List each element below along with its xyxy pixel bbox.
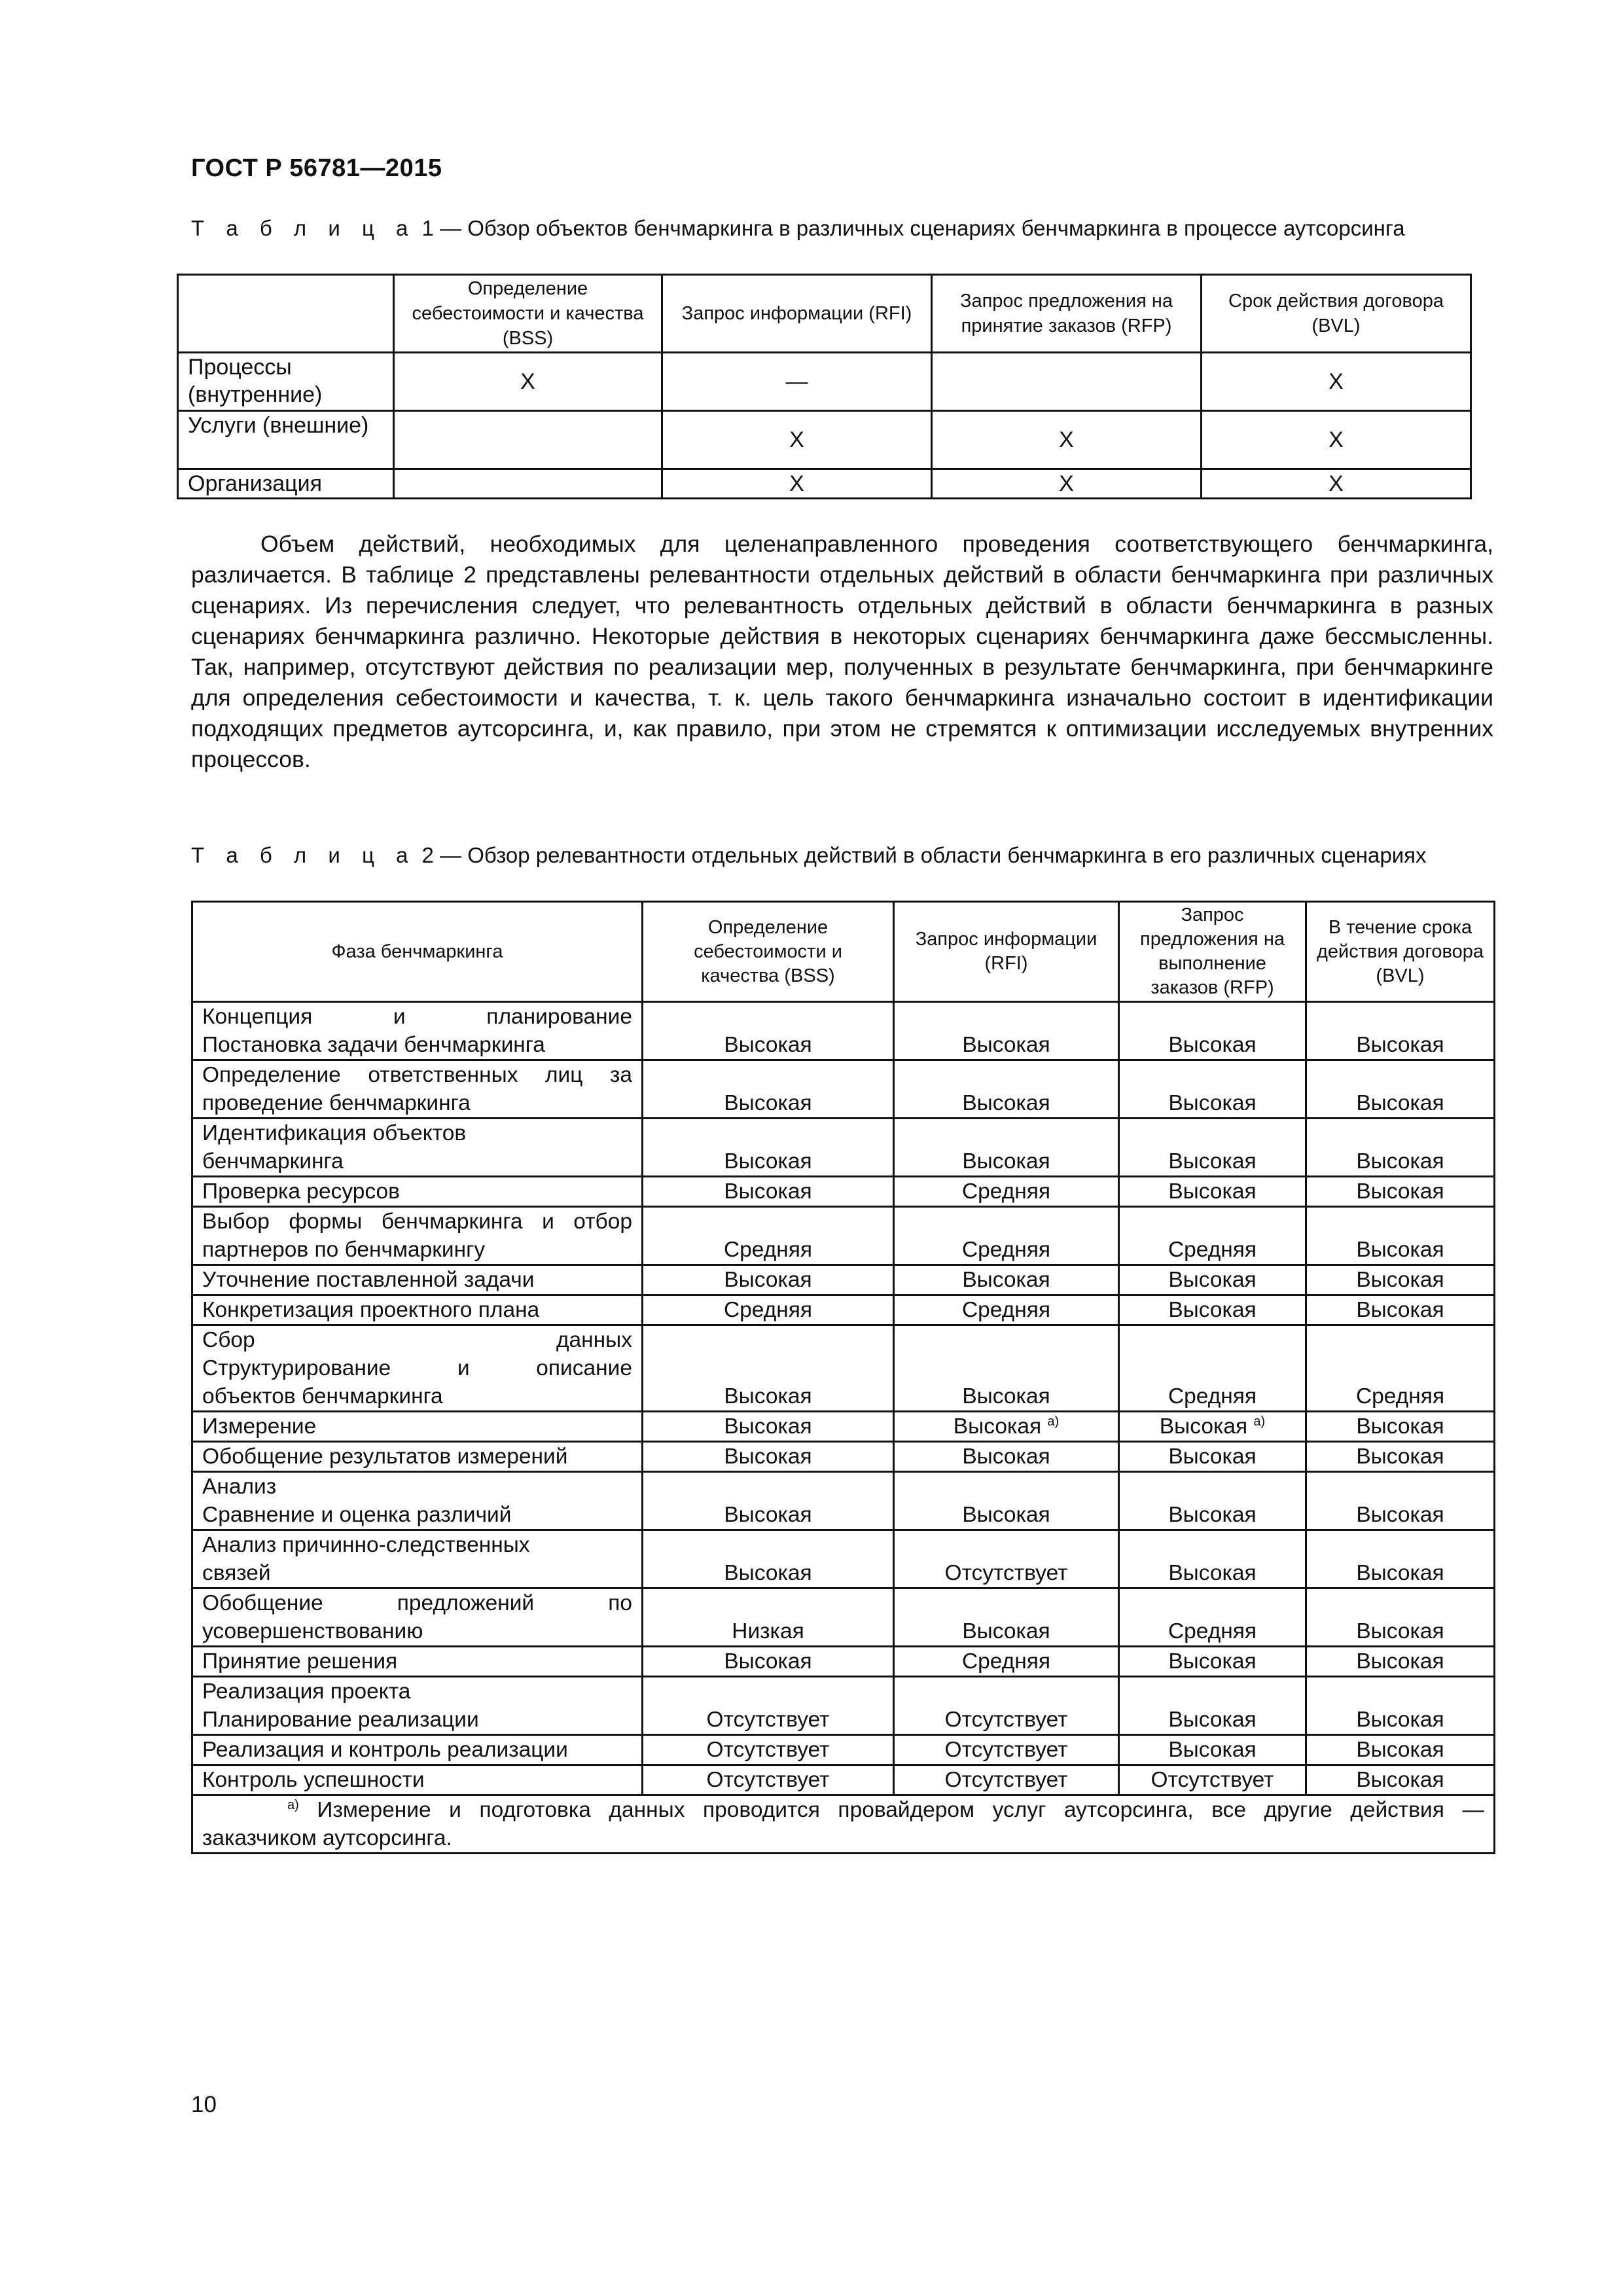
relevance-cell <box>894 1735 1119 1765</box>
table-benchmarking-objects <box>177 274 1472 499</box>
relevance-cell <box>1306 1442 1495 1472</box>
table-row <box>192 1265 1495 1295</box>
table2-header-row <box>192 902 1495 1002</box>
footnote-text-continued: заказчиком аутсорсинга. <box>202 1826 452 1850</box>
relevance-cell <box>643 1735 894 1765</box>
document-header: ГОСТ Р 56781—2015 <box>191 154 442 182</box>
footnote-mark: а) <box>1047 1414 1060 1429</box>
relevance-value: Высокая <box>724 1179 812 1204</box>
relevance-cell <box>1119 1177 1306 1207</box>
phase-label <box>192 1177 643 1207</box>
relevance-value: Высокая <box>962 1503 1050 1527</box>
phase-label-line: Определение ответственных лиц за <box>202 1063 632 1087</box>
phase-label <box>192 1530 643 1588</box>
phase-label <box>192 1325 643 1412</box>
table-row <box>192 1002 1495 1060</box>
relevance-cell <box>643 1119 894 1177</box>
page-number: 10 <box>191 2092 217 2117</box>
relevance-value: Средняя <box>961 1238 1051 1262</box>
relevance-value: Высокая <box>724 1033 812 1057</box>
relevance-value: Отсутствует <box>944 1561 1068 1585</box>
phase-label <box>192 1119 643 1177</box>
relevance-cell <box>894 1412 1119 1442</box>
phase-label <box>192 1265 643 1295</box>
phase-label <box>192 1735 643 1765</box>
phase-label-line: Обобщение результатов измерений <box>202 1444 568 1469</box>
relevance-cell <box>1306 1060 1495 1119</box>
relevance-value: Высокая <box>1356 1561 1444 1585</box>
table2-header-cell: Запрос информации (RFI) <box>894 902 1119 1002</box>
relevance-value: Высокая <box>1168 1708 1257 1732</box>
relevance-value: Высокая <box>953 1414 1042 1439</box>
table1-header-row <box>178 275 1471 353</box>
relevance-cell <box>643 1177 894 1207</box>
relevance-cell <box>1119 1735 1306 1765</box>
phase-label-line: Идентификация объектов <box>202 1121 467 1145</box>
relevance-cell <box>894 1295 1119 1325</box>
phase-label <box>192 1060 643 1119</box>
relevance-value: Высокая <box>1168 1503 1257 1527</box>
table-cell <box>932 353 1202 411</box>
relevance-cell <box>643 1588 894 1647</box>
relevance-value: Высокая <box>724 1268 812 1292</box>
relevance-cell <box>643 1472 894 1530</box>
relevance-cell <box>1306 1472 1495 1530</box>
table-row <box>192 1177 1495 1207</box>
table1-header-cell: Запрос информации (RFI) <box>662 275 932 353</box>
relevance-value: Высокая <box>1168 1649 1257 1674</box>
table-row <box>192 1735 1495 1765</box>
relevance-value: Высокая <box>724 1384 812 1408</box>
relevance-value: Высокая <box>1168 1561 1257 1585</box>
relevance-cell <box>894 1588 1119 1647</box>
phase-label-line: связей <box>202 1561 271 1585</box>
table2-caption-label: Т а б л и ц а <box>191 843 416 867</box>
relevance-value: Высокая <box>724 1561 812 1585</box>
table-cell: X <box>662 411 932 469</box>
relevance-cell <box>1306 1295 1495 1325</box>
relevance-value: Высокая <box>1168 1033 1257 1057</box>
relevance-value: Высокая <box>1356 1708 1444 1732</box>
relevance-cell <box>1119 1119 1306 1177</box>
relevance-cell <box>1119 1060 1306 1119</box>
phase-label-line: Реализация проекта <box>202 1679 411 1704</box>
phase-label-line: бенчмаркинга <box>202 1149 344 1174</box>
table-row <box>178 469 1471 499</box>
footnote-mark: а) <box>287 1797 299 1812</box>
relevance-value: Высокая <box>1168 1444 1257 1469</box>
table-cell: X <box>394 353 662 411</box>
phase-label <box>192 1647 643 1677</box>
relevance-value: Высокая <box>962 1384 1050 1408</box>
table1-caption-text: 1 — Обзор объектов бенчмаркинга в различных сценариях бенчмаркинга в процессе аутсорсинга <box>416 216 1405 240</box>
relevance-value: Высокая <box>1356 1649 1444 1674</box>
phase-label <box>192 1677 643 1735</box>
table-row <box>192 1677 1495 1735</box>
table-benchmarking-relevance <box>191 901 1495 1854</box>
table-cell: X <box>1202 469 1471 499</box>
relevance-cell <box>1119 1412 1306 1442</box>
relevance-value: Низкая <box>732 1619 804 1643</box>
phase-label-line: Планирование реализации <box>202 1708 479 1732</box>
table1-header-cell: Запрос предложения на принятие заказов (RFP) <box>932 275 1202 353</box>
phase-label <box>192 1002 643 1060</box>
table2-header-cell: Фаза бенчмаркинга <box>192 902 643 1002</box>
relevance-cell <box>1306 1177 1495 1207</box>
relevance-value: Высокая <box>962 1149 1050 1174</box>
relevance-value: Высокая <box>1356 1444 1444 1469</box>
phase-label-line: Конкретизация проектного плана <box>202 1298 540 1322</box>
phase-label-line: Выбор формы бенчмаркинга и отбор <box>202 1210 632 1234</box>
relevance-value: Высокая <box>962 1444 1050 1469</box>
table-cell <box>394 411 662 469</box>
phase-label-line: Уточнение поставленной задачи <box>202 1268 535 1292</box>
relevance-cell <box>643 1060 894 1119</box>
relevance-value: Средняя <box>961 1179 1051 1204</box>
table-cell: X <box>662 469 932 499</box>
table-row <box>192 1295 1495 1325</box>
table-row <box>192 1442 1495 1472</box>
relevance-cell <box>894 1002 1119 1060</box>
table-row <box>192 1588 1495 1647</box>
relevance-cell <box>1119 1442 1306 1472</box>
relevance-cell <box>1306 1765 1495 1795</box>
table1-caption-label: Т а б л и ц а <box>191 216 416 240</box>
relevance-value: Средняя <box>723 1238 813 1262</box>
relevance-value: Средняя <box>961 1298 1051 1322</box>
relevance-cell <box>1306 1002 1495 1060</box>
phase-label-line: Принятие решения <box>202 1649 398 1674</box>
relevance-value: Средняя <box>961 1649 1051 1674</box>
table-cell: X <box>1202 353 1471 411</box>
relevance-cell <box>894 1325 1119 1412</box>
table-cell: X <box>1202 411 1471 469</box>
relevance-cell <box>1306 1207 1495 1265</box>
relevance-value: Отсутствует <box>944 1768 1068 1792</box>
phase-label <box>192 1442 643 1472</box>
table-footnote <box>192 1795 1495 1854</box>
phase-label-line: Анализ причинно-следственных <box>202 1533 530 1557</box>
table2-footnote-row <box>192 1795 1495 1854</box>
relevance-value: Высокая <box>1356 1414 1444 1439</box>
table-row <box>192 1207 1495 1265</box>
phase-label-line: Контроль успешности <box>202 1768 425 1792</box>
relevance-value: Высокая <box>724 1503 812 1527</box>
table-row <box>192 1530 1495 1588</box>
relevance-value: Высокая <box>1356 1238 1444 1262</box>
phase-label-line: проведение бенчмаркинга <box>202 1091 471 1115</box>
relevance-cell <box>894 1442 1119 1472</box>
phase-label-line: Структурирование и описание <box>202 1356 632 1380</box>
relevance-cell <box>1306 1588 1495 1647</box>
relevance-value: Отсутствует <box>706 1738 830 1762</box>
phase-label-line: партнеров по бенчмаркингу <box>202 1238 486 1262</box>
table1-header-cell: Срок действия договора (BVL) <box>1202 275 1471 353</box>
relevance-cell <box>894 1530 1119 1588</box>
table-row <box>192 1060 1495 1119</box>
phase-label-line: Реализация и контроль реализации <box>202 1738 568 1762</box>
table-row <box>178 411 1471 469</box>
relevance-cell <box>1119 1325 1306 1412</box>
relevance-cell <box>894 1647 1119 1677</box>
relevance-value: Отсутствует <box>944 1738 1068 1762</box>
relevance-value: Средняя <box>1355 1384 1445 1408</box>
relevance-cell <box>643 1412 894 1442</box>
relevance-value: Высокая <box>1168 1268 1257 1292</box>
table2-header-cell: Определение себестоимости и качества (BSS) <box>643 902 894 1002</box>
table-cell <box>394 469 662 499</box>
relevance-cell <box>1119 1647 1306 1677</box>
relevance-value: Высокая <box>1356 1298 1444 1322</box>
relevance-value: Высокая <box>1168 1091 1257 1115</box>
relevance-cell <box>1306 1119 1495 1177</box>
relevance-cell <box>1119 1207 1306 1265</box>
body-paragraph <box>191 529 1493 775</box>
table-cell: — <box>662 353 932 411</box>
relevance-cell <box>1306 1647 1495 1677</box>
relevance-cell <box>894 1177 1119 1207</box>
table1-header-cell: Определение себестоимости и качества (BSS) <box>394 275 662 353</box>
table2-caption <box>191 843 1427 868</box>
relevance-cell <box>643 1647 894 1677</box>
table1-row-label: Организация <box>178 469 394 499</box>
relevance-value: Высокая <box>724 1414 812 1439</box>
relevance-cell <box>643 1442 894 1472</box>
relevance-cell <box>1306 1325 1495 1412</box>
table2-header-cell: В течение срока действия договора (BVL) <box>1306 902 1495 1002</box>
relevance-cell <box>1119 1765 1306 1795</box>
relevance-value: Высокая <box>1356 1033 1444 1057</box>
relevance-value: Высокая <box>962 1268 1050 1292</box>
table-row <box>178 353 1471 411</box>
relevance-value: Высокая <box>962 1033 1050 1057</box>
relevance-cell <box>643 1265 894 1295</box>
relevance-value: Высокая <box>1168 1149 1257 1174</box>
relevance-value: Высокая <box>1356 1768 1444 1792</box>
relevance-value: Высокая <box>724 1149 812 1174</box>
relevance-cell <box>643 1295 894 1325</box>
relevance-value: Высокая <box>962 1091 1050 1115</box>
phase-label <box>192 1472 643 1530</box>
relevance-cell <box>894 1119 1119 1177</box>
phase-label-line: Постановка задачи бенчмаркинга <box>202 1033 545 1057</box>
relevance-value: Средняя <box>1168 1384 1257 1408</box>
relevance-cell <box>894 1765 1119 1795</box>
relevance-cell <box>1306 1530 1495 1588</box>
relevance-value: Высокая <box>1356 1091 1444 1115</box>
relevance-value: Высокая <box>1356 1268 1444 1292</box>
phase-label-line: Обобщение предложений по <box>202 1591 632 1615</box>
relevance-value: Высокая <box>724 1444 812 1469</box>
relevance-cell <box>643 1765 894 1795</box>
relevance-value: Высокая <box>1168 1738 1257 1762</box>
relevance-value: Высокая <box>1168 1298 1257 1322</box>
paragraph-text: Объем действий, необходимых для целенаправленного проведения соответствующего бенчмаркинга, различается. В таблице 2 представлены релевантности отдельных действий в области бенчмаркинга при различных сценариях. Из перечисления следует, что релевантность отдельных действий в области бенчмаркинга в разных сценариях бенчмаркинга различно. Некоторые действия в некоторых сценариях бенчмаркинга даже бессмысленны. Так, например, отсутствуют действия по реализации мер, полученных в результате бенчмаркинга, при бенчмаркинге для определения себестоимости и качества, т. к. цель такого бенчмаркинга изначально состоит в идентификации подходящих предметов аутсорсинга, и, как правило, при этом не стремятся к оптимизации исследуемых внутренних процессов. <box>191 531 1493 772</box>
phase-label-line: усовершенствованию <box>202 1619 423 1643</box>
footnote-mark: а) <box>1253 1414 1266 1429</box>
table-row <box>192 1472 1495 1530</box>
table-row <box>192 1647 1495 1677</box>
relevance-cell <box>1119 1002 1306 1060</box>
table-cell: X <box>932 411 1202 469</box>
phase-label-line: Сбор данных <box>202 1328 632 1352</box>
table-row <box>192 1765 1495 1795</box>
relevance-value: Высокая <box>962 1619 1050 1643</box>
relevance-value: Средняя <box>1168 1619 1257 1643</box>
relevance-cell <box>1119 1530 1306 1588</box>
relevance-cell <box>1119 1265 1306 1295</box>
relevance-value: Высокая <box>1356 1149 1444 1174</box>
phase-label-line: объектов бенчмаркинга <box>202 1384 443 1408</box>
relevance-cell <box>1119 1472 1306 1530</box>
relevance-value: Высокая <box>1356 1738 1444 1762</box>
footnote-line <box>202 1796 1484 1824</box>
relevance-cell <box>1306 1412 1495 1442</box>
relevance-cell <box>1119 1677 1306 1735</box>
relevance-cell <box>1306 1265 1495 1295</box>
relevance-cell <box>643 1207 894 1265</box>
relevance-cell <box>643 1325 894 1412</box>
relevance-value: Отсутствует <box>944 1708 1068 1732</box>
relevance-value: Отсутствует <box>706 1708 830 1732</box>
relevance-cell <box>643 1002 894 1060</box>
table1-caption <box>191 216 1405 241</box>
table2-caption-text: 2 — Обзор релевантности отдельных действий в области бенчмаркинга в его различных сценариях <box>416 843 1427 867</box>
phase-label <box>192 1588 643 1647</box>
relevance-value: Высокая <box>1356 1619 1444 1643</box>
phase-label-line: Анализ <box>202 1475 277 1499</box>
relevance-cell <box>1306 1735 1495 1765</box>
relevance-value: Средняя <box>1168 1238 1257 1262</box>
relevance-cell <box>1119 1295 1306 1325</box>
phase-label <box>192 1765 643 1795</box>
relevance-cell <box>1306 1677 1495 1735</box>
relevance-cell <box>894 1472 1119 1530</box>
relevance-cell <box>643 1677 894 1735</box>
relevance-cell <box>1119 1588 1306 1647</box>
relevance-value: Высокая <box>724 1091 812 1115</box>
relevance-value: Высокая <box>1159 1414 1248 1439</box>
relevance-cell <box>894 1677 1119 1735</box>
table2-header-cell: Запрос предложения на выполнение заказов (RFP) <box>1119 902 1306 1002</box>
phase-label <box>192 1207 643 1265</box>
relevance-cell <box>894 1265 1119 1295</box>
phase-label-line: Измерение <box>202 1414 317 1439</box>
relevance-value: Высокая <box>724 1649 812 1674</box>
table-row <box>192 1412 1495 1442</box>
table-row <box>192 1119 1495 1177</box>
phase-label-line: Сравнение и оценка различий <box>202 1503 512 1527</box>
relevance-value: Отсутствует <box>1150 1768 1274 1792</box>
phase-label-line: Концепция и планирование <box>202 1005 632 1029</box>
phase-label-line: Проверка ресурсов <box>202 1179 400 1204</box>
relevance-cell <box>894 1207 1119 1265</box>
relevance-value: Высокая <box>1356 1179 1444 1204</box>
relevance-value: Средняя <box>723 1298 813 1322</box>
table1-row-label: Услуги (внешние) <box>178 411 394 469</box>
relevance-cell <box>894 1060 1119 1119</box>
table1-row-label: Процессы (внутренние) <box>178 353 394 411</box>
relevance-cell <box>643 1530 894 1588</box>
relevance-value: Высокая <box>1356 1503 1444 1527</box>
phase-label <box>192 1295 643 1325</box>
relevance-value: Высокая <box>1168 1179 1257 1204</box>
table-cell: X <box>932 469 1202 499</box>
table1-header-cell <box>178 275 394 353</box>
footnote-text: Измерение и подготовка данных проводится провайдером услуг аутсорсинга, все другие действия — <box>317 1798 1484 1822</box>
table2-body <box>192 1002 1495 1795</box>
table-row <box>192 1325 1495 1412</box>
phase-label <box>192 1412 643 1442</box>
relevance-value: Отсутствует <box>706 1768 830 1792</box>
